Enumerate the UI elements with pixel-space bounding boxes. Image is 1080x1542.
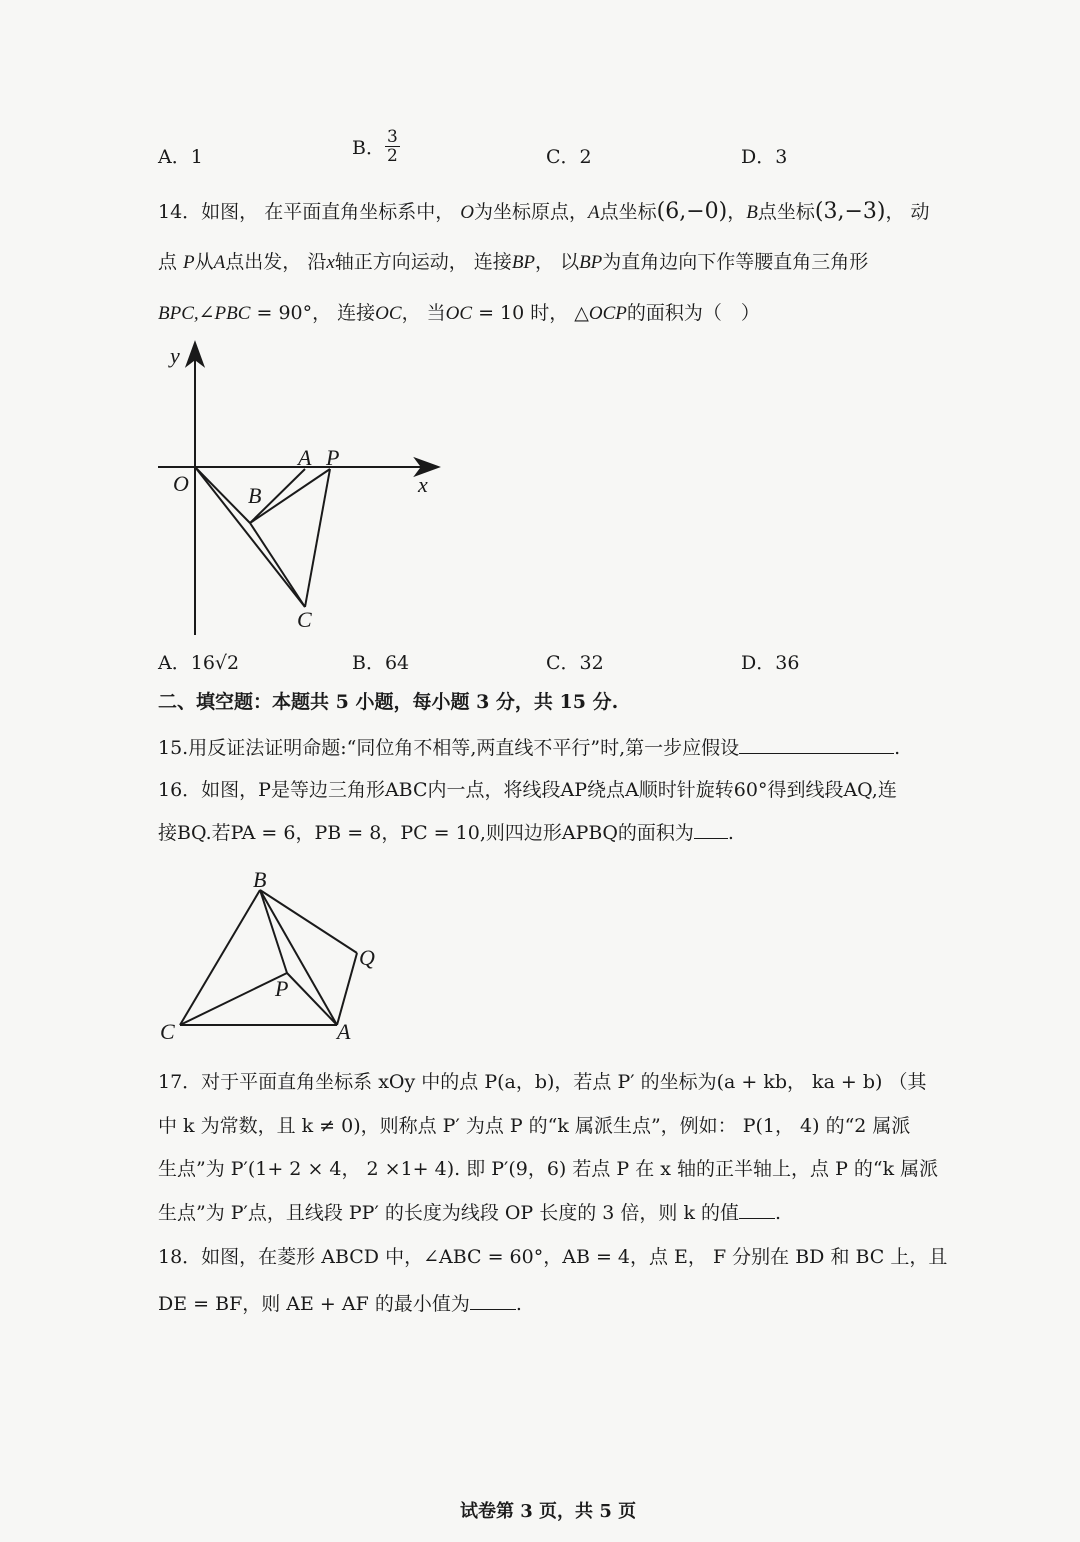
answer-blank (470, 1291, 516, 1310)
q16-figure (155, 865, 395, 1045)
q14-line-2: 点 P从A点出发， 沿x轴正方向运动， 连接BP， 以BP为直角边向下作等腰直角三角形 (158, 251, 869, 273)
label-P: P (275, 976, 289, 1001)
answer-blank (694, 820, 728, 839)
label-O: O (173, 471, 189, 496)
segment-OB (195, 467, 250, 523)
label-A: A (337, 1019, 351, 1044)
label-A: A (298, 445, 312, 470)
q14-line-1: 14．如图， 在平面直角坐标系中， O为坐标原点，A点坐标(6,−0)，B点坐标(3,−3)， 动 (158, 199, 930, 224)
q14-line-3: BPC,∠PBC = 90°， 连接OC， 当OC = 10 时， △OCP的面积为（ ） (158, 302, 760, 324)
q13-option-d: D．3 (741, 146, 788, 168)
segment-BP (250, 469, 330, 523)
segment-QA (337, 953, 357, 1025)
label-x: x (418, 472, 428, 497)
q13-option-a: A．1 (158, 146, 203, 168)
label-C: C (160, 1019, 175, 1044)
page-footer: 试卷第 3 页，共 5 页 (460, 1501, 637, 1522)
label-y: y (170, 343, 180, 368)
q17-line-1: 17．对于平面直角坐标系 xOy 中的点 P(a，b)，若点 P′ 的坐标为(a + kb， ka + b) （其 (158, 1071, 927, 1093)
q15-text: 15.用反证法证明命题:“同位角不相等,两直线不平行”时,第一步应假设 . (158, 737, 901, 759)
q13-option-b: B． $\frac{3}{2}$ (352, 127, 398, 166)
segment-BA (260, 890, 337, 1025)
answer-blank (739, 735, 894, 754)
fraction: $\frac{3}{2}$ (386, 127, 398, 166)
q18-line-1: 18．如图，在菱形 ABCD 中，∠ABC = 60°，AB = 4，点 E， F 分别在 BD 和 BC 上，且 (158, 1246, 948, 1268)
segment-BC (250, 523, 305, 607)
q17-line-4: 生点”为 P′点，且线段 PP′ 的长度为线段 OP 长度的 3 倍，则 k 的值 . (158, 1202, 782, 1224)
label-P: P (326, 445, 340, 470)
q16-line-2: 接BQ.若PA = 6，PB = 8，PC = 10,则四边形APBQ的面积为 . (158, 822, 734, 844)
q14-option-d: D．36 (741, 652, 800, 674)
answer-blank (739, 1200, 775, 1219)
label-B: B (248, 483, 262, 508)
section-heading: 二、填空题：本题共 5 小题，每小题 3 分，共 15 分. (158, 691, 619, 713)
label-B: B (253, 867, 267, 892)
q18-line-2: DE = BF，则 AE + AF 的最小值为 . (158, 1293, 522, 1315)
segment-BQ (260, 890, 357, 953)
q14-option-c: C．32 (546, 652, 604, 674)
q17-line-2: 中 k 为常数，且 k ≠ 0)，则称点 P′ 为点 P 的“k 属派生点”，例如： P(1， 4) 的“2 属派 (158, 1115, 911, 1137)
q14-option-a: A．16√2 (158, 652, 240, 674)
q14-option-b: B．64 (352, 652, 410, 674)
q14-figure (150, 335, 450, 645)
label-Q: Q (359, 945, 375, 970)
q13-option-c: C．2 (546, 146, 592, 168)
label-C: C (297, 607, 312, 632)
q17-line-3: 生点”为 P′(1+ 2 × 4， 2 ×1+ 4). 即 P′(9，6) 若点 P 在 x 轴的正半轴上，点 P 的“k 属派 (158, 1158, 939, 1180)
q16-line-1: 16．如图，P是等边三角形ABC内一点，将线段AP绕点A顺时针旋转60°得到线段AQ,连 (158, 779, 897, 801)
segment-PC (305, 469, 330, 607)
